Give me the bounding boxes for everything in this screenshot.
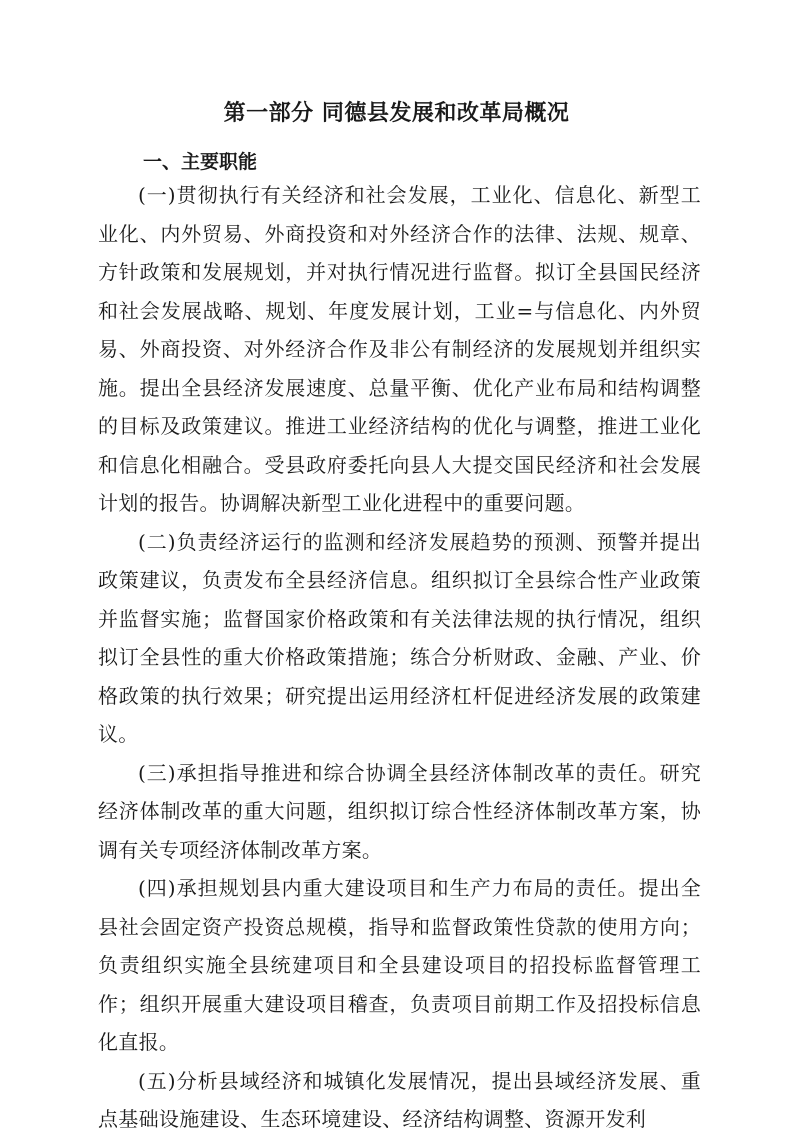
- paragraph-2: (二)负责经济运行的监测和经济发展趋势的预测、预警并提出政策建议，负责发布全县经济信息。组织拟订全县综合性产业政策并监督实施；监督国家价格政策和有关法律法规的执行情况，组织拟订全县性的重大价格政策措施；练合分析财政、金融、产业、价格政策的执行效果；研究提出运用经济杠杆促进经济发展的政策建议。: [98, 529, 701, 746]
- paragraph-5: (五)分析县域经济和城镇化发展情况，提出县域经济发展、重点基础设施建设、生态环境建设、经济结构调整、资源开发利: [98, 1068, 701, 1131]
- paragraph-1: (一)贯彻执行有关经济和社会发展，工业化、信息化、新型工业化、内外贸易、外商投资和对外经济合作的法律、法规、规章、方针政策和发展规划，并对执行情况进行监督。拟订全县国民经济和社会发展战略、规划、年度发展计划，工业=与信息化、内外贸易、外商投资、对外经济合作及非公有制经济的发展规划并组织实施。提出全县经济发展速度、总量平衡、优化产业布局和结构调整的目标及政策建议。推进工业经济结构的优化与调整，推进工业化和信息化相融合。受县政府委托向县人大提交国民经济和社会发展计划的报告。协调解决新型工业化进程中的重要问题。: [98, 183, 701, 515]
- body-text: [98, 176, 701, 1139]
- paragraph-4: (四)承担规划县内重大建设项目和生产力布局的责任。提出全县社会固定资产投资总规模，指导和监督政策性贷款的使用方向；负责组织实施全县统建项目和全县建设项目的招投标监督管理工作；组织开展重大建设项目稽查，负责项目前期工作及招投标信息化直报。: [98, 876, 701, 1054]
- paragraph-3: (三)承担指导推进和综合协调全县经济体制改革的责任。研究经济体制改革的重大问题，组织拟订综合性经济体制改革方案，协调有关专项经济体制改革方案。: [98, 760, 701, 862]
- document-title: 第一部分 同德县发展和改革局概况: [223, 101, 570, 126]
- section-heading: 一、主要职能: [143, 151, 258, 173]
